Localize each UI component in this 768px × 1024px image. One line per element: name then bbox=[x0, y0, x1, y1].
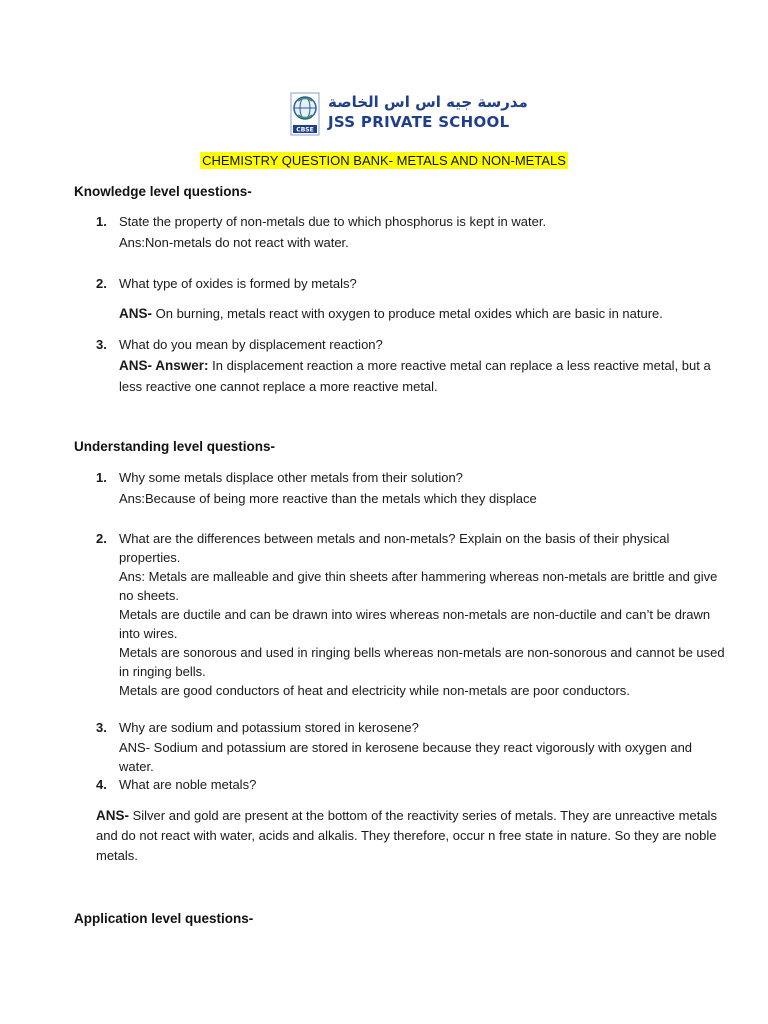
question-text: What type of oxides is formed by metals? bbox=[119, 276, 357, 291]
question-item bbox=[96, 335, 726, 397]
question-number: 1. bbox=[96, 214, 107, 229]
question-item bbox=[96, 212, 726, 252]
answer-label: ANS- bbox=[119, 306, 152, 321]
answer-text bbox=[96, 806, 726, 866]
answer-text: Ans:Because of being more reactive than the metals which they displace bbox=[119, 491, 537, 506]
answer-text: Metals are ductile and can be drawn into wires whereas non-metals are non-ductile and can’t be drawn into wires. bbox=[119, 607, 711, 641]
answer-body: Silver and gold are present at the bottom of the reactivity series of metals. They are unreactive metals and do not react with water, acids and alkalis. They therefore, occur n free state in nature. So they are noble metals. bbox=[96, 808, 717, 863]
question-item bbox=[96, 274, 726, 323]
school-name-arabic: مدرسة جيه اس اس الخاصة bbox=[328, 93, 528, 111]
question-text: What are noble metals? bbox=[119, 777, 257, 792]
answer-body: In displacement reaction a more reactive metal can replace a less reactive metal, but a less reactive one cannot replace a more reactive metal. bbox=[119, 358, 711, 394]
document-title-text: CHEMISTRY QUESTION BANK- METALS AND NON-METALS bbox=[202, 153, 566, 168]
question-item bbox=[96, 775, 726, 794]
section-heading-understanding: Understanding level questions- bbox=[74, 439, 276, 454]
answer-label: ANS- Answer: bbox=[119, 358, 209, 373]
answer-text: ANS- Sodium and potassium are stored in kerosene because they react vigorously with oxygen and water. bbox=[119, 740, 693, 774]
question-item bbox=[96, 468, 726, 508]
emblem-caption: CBSE bbox=[296, 126, 314, 134]
answer-text bbox=[119, 304, 726, 323]
question-text: What do you mean by displacement reaction? bbox=[119, 337, 383, 352]
document-title bbox=[0, 151, 768, 170]
question-number: 2. bbox=[96, 531, 107, 546]
question-number: 1. bbox=[96, 470, 107, 485]
section-heading-knowledge: Knowledge level questions- bbox=[74, 184, 252, 199]
question-text: State the property of non-metals due to which phosphorus is kept in water. bbox=[119, 214, 547, 229]
question-text: Why some metals displace other metals from their solution? bbox=[119, 470, 463, 485]
answer-text: Ans: Metals are malleable and give thin sheets after hammering whereas non-metals are brittle and give no sheets. bbox=[119, 569, 718, 603]
question-number: 3. bbox=[96, 337, 107, 352]
question-number: 4. bbox=[96, 777, 107, 792]
question-number: 3. bbox=[96, 720, 107, 735]
answer-text: Ans:Non-metals do not react with water. bbox=[119, 235, 349, 250]
question-item bbox=[96, 718, 726, 776]
section-heading-application: Application level questions- bbox=[74, 911, 254, 926]
answer-label: ANS- bbox=[96, 808, 129, 823]
question-text: What are the differences between metals and non-metals? Explain on the basis of their physical properties. bbox=[119, 531, 670, 565]
school-name-english: JSS PRIVATE SCHOOL bbox=[328, 113, 510, 131]
question-text: Why are sodium and potassium stored in kerosene? bbox=[119, 720, 419, 735]
question-item bbox=[96, 529, 726, 700]
answer-text bbox=[119, 355, 726, 397]
answer-text: Metals are good conductors of heat and electricity while non-metals are poor conductors. bbox=[119, 683, 630, 698]
question-number: 2. bbox=[96, 276, 107, 291]
answer-text: Metals are sonorous and used in ringing bells whereas non-metals are non-sonorous and cannot be used in ringing bells. bbox=[119, 645, 725, 679]
school-emblem-icon bbox=[290, 92, 320, 136]
answer-body: On burning, metals react with oxygen to produce metal oxides which are basic in nature. bbox=[152, 306, 663, 321]
school-logo-header bbox=[290, 92, 528, 140]
